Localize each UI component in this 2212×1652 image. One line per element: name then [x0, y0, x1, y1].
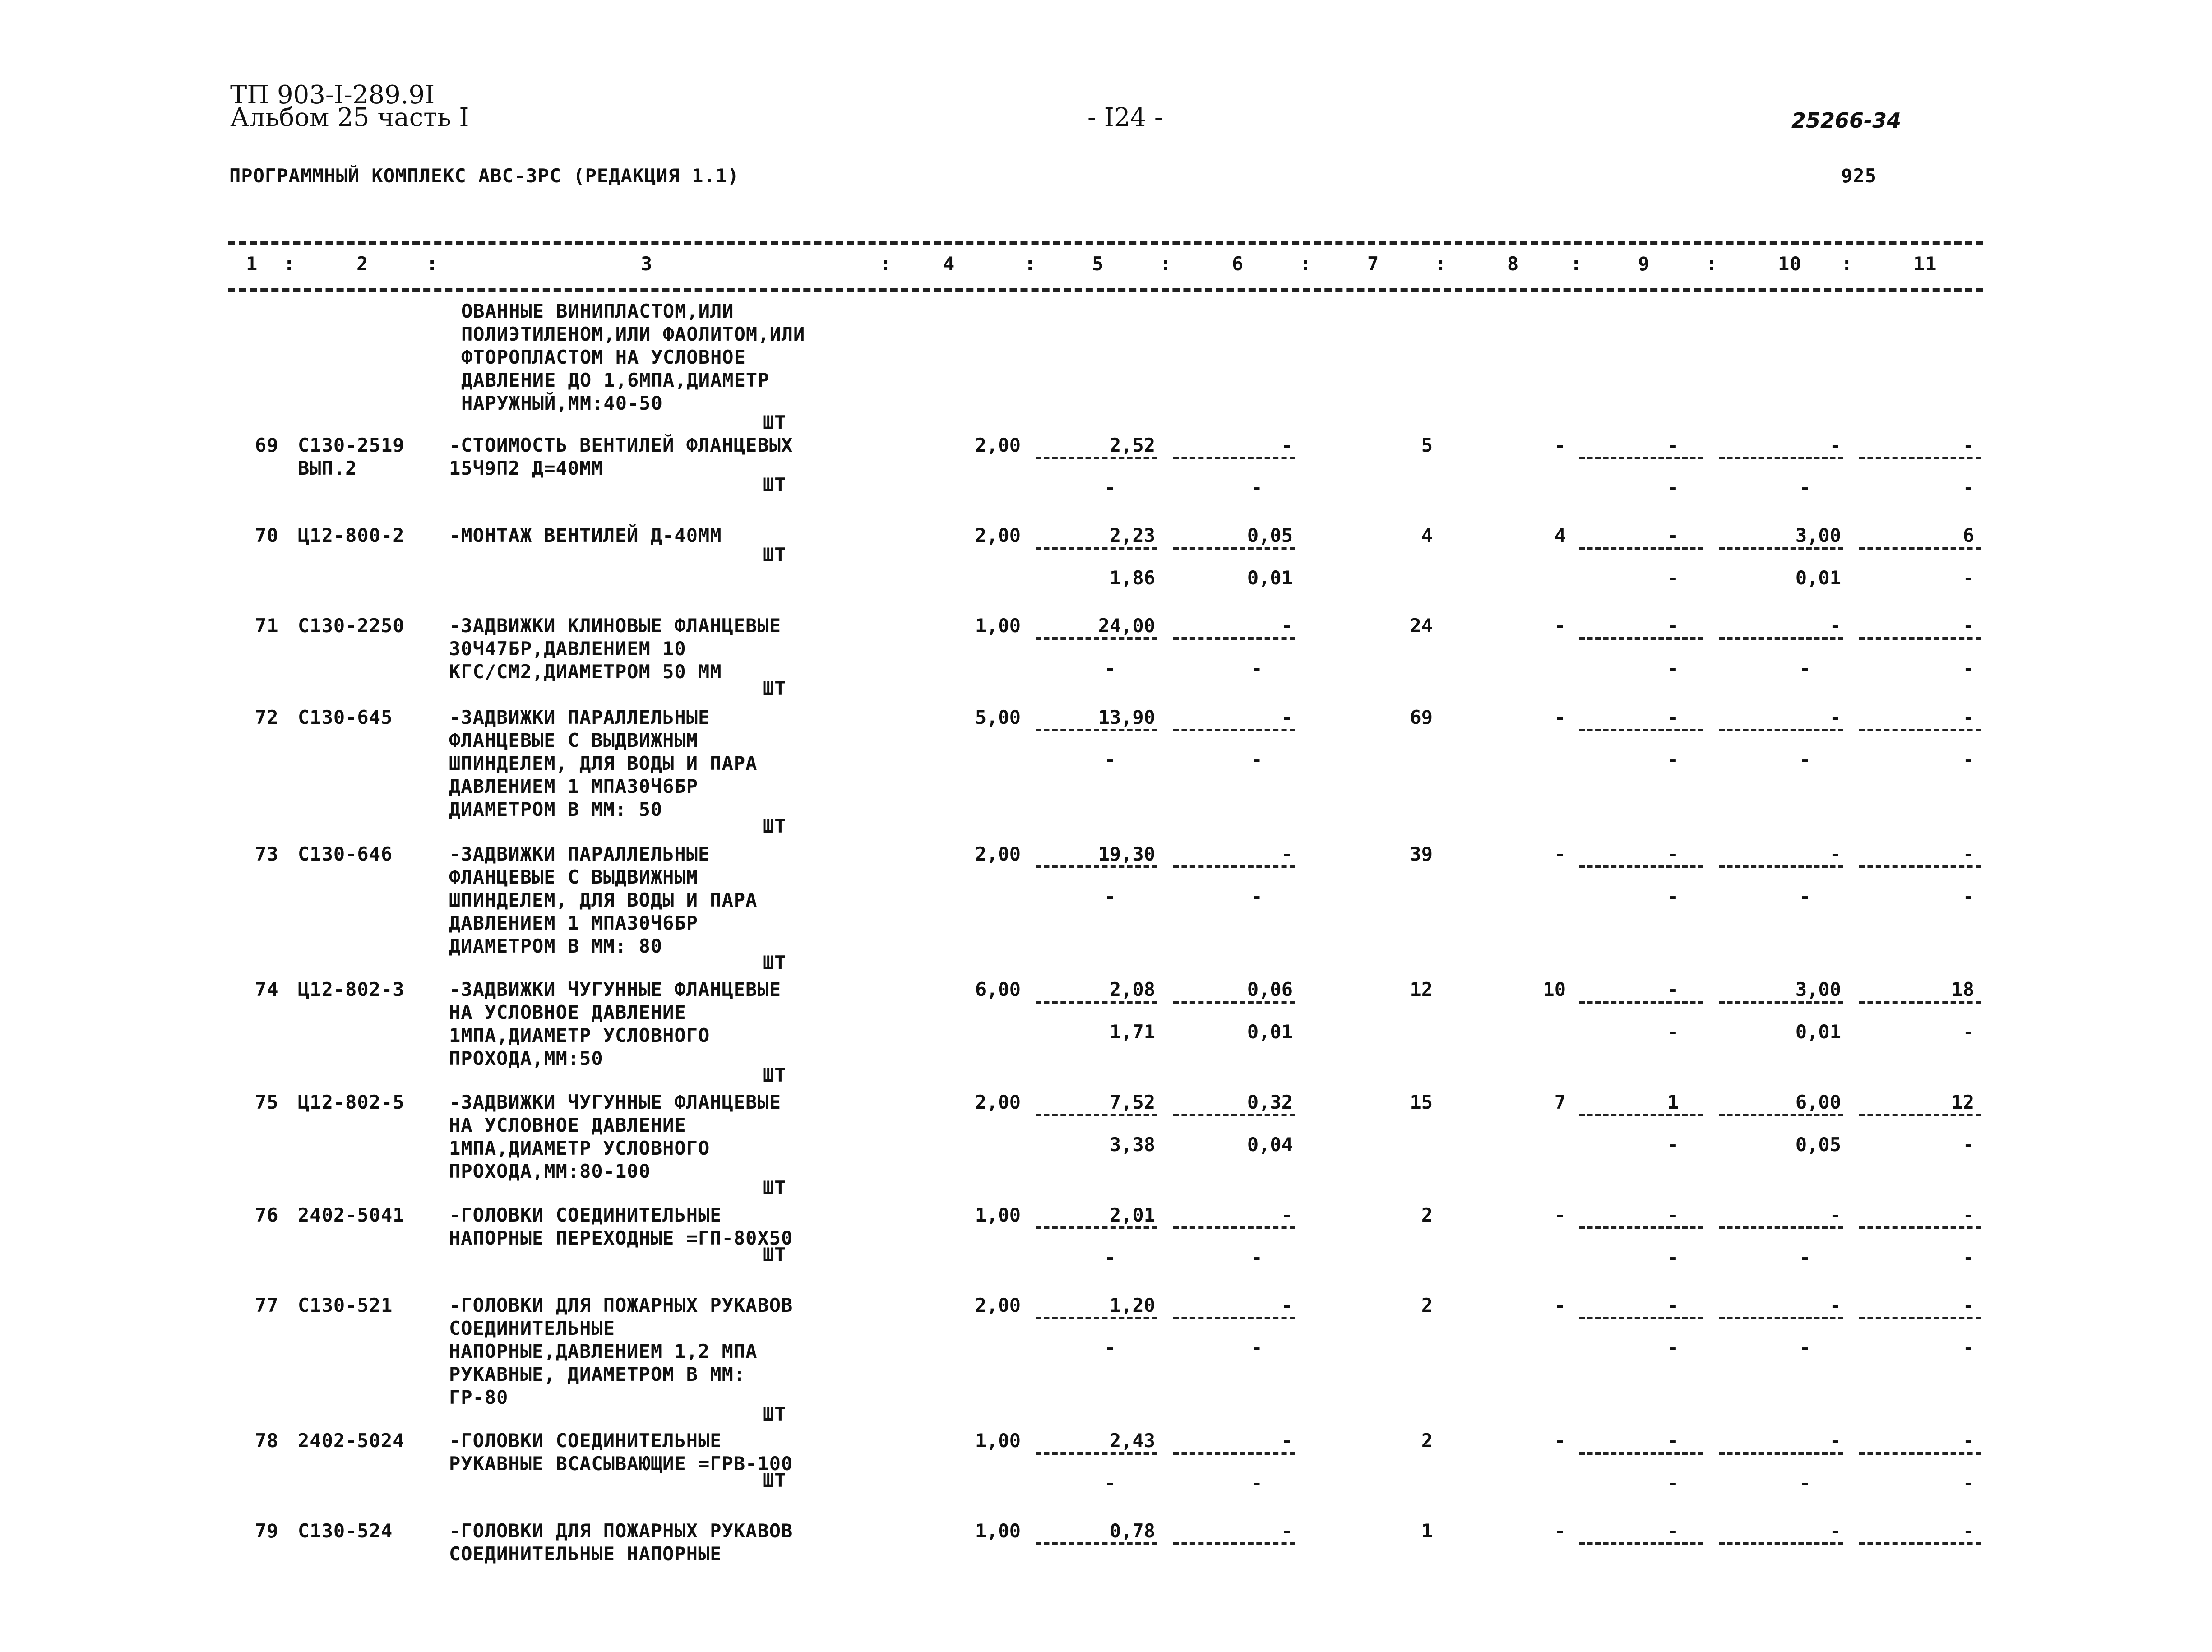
labor-value: 3,00	[1795, 524, 1841, 546]
item-description: ПРОХОДА,ММ:80-100	[449, 1160, 651, 1182]
wage-cost-value: -	[1281, 1430, 1293, 1452]
total-wage-value: -	[1554, 1294, 1566, 1316]
column-separator: :	[1024, 253, 1037, 275]
unit-cost-wage-value: -	[1104, 657, 1116, 679]
program-title: ПРОГРАММНЫЙ КОМПЛЕКС АВС-ЗРС (РЕДАКЦИЯ 1.1)	[229, 165, 740, 187]
labor-sub-value: 0,01	[1795, 1021, 1841, 1043]
machine-cost-value: -	[1667, 1294, 1679, 1316]
labor-value: -	[1829, 1294, 1841, 1316]
price-code: С130-524	[298, 1520, 393, 1542]
unit-label: ШТ	[763, 952, 787, 974]
row-number: 70	[255, 524, 279, 546]
machine-cost-value: -	[1667, 843, 1679, 865]
item-description: 15Ч9П2 Д=40ММ	[449, 457, 603, 479]
labor-total-value: 6	[1962, 524, 1974, 546]
item-description: -ЗАДВИЖКИ ЧУГУННЫЕ ФЛАНЦЕВЫЕ	[449, 1091, 782, 1113]
wage-cost-value: 0,06	[1247, 978, 1293, 1000]
column-separator: :	[880, 253, 892, 275]
unit-label: ШТ	[763, 815, 787, 837]
item-description: СОЕДИНИТЕЛЬНЫЕ НАПОРНЫЕ	[449, 1543, 722, 1565]
item-description: ДАВЛЕНИЕМ 1 МПА30Ч6БР	[449, 775, 699, 797]
item-description: РУКАВНЫЕ ВСАСЫВАЮЩИЕ =ГРВ-100	[449, 1453, 793, 1475]
cell-divider	[1579, 1114, 1703, 1116]
wage-cost-value: -	[1281, 843, 1293, 865]
item-description: 1МПА,ДИАМЕТР УСЛОВНОГО	[449, 1024, 710, 1046]
wage-sub-value: 0,01	[1247, 1021, 1293, 1043]
wage-sub-value: -	[1251, 657, 1263, 679]
cell-divider	[1173, 547, 1295, 550]
total-wage-value: -	[1554, 434, 1566, 456]
item-description: ПРОХОДА,ММ:50	[449, 1047, 603, 1069]
machine-sub-value: -	[1667, 567, 1679, 589]
machine-cost-value: -	[1667, 1430, 1679, 1452]
cell-divider	[1173, 729, 1295, 731]
labor-total-value: -	[1962, 615, 1974, 637]
total-cost-value: 2	[1421, 1204, 1433, 1226]
wage-cost-value: -	[1281, 1520, 1293, 1542]
row-number: 79	[255, 1520, 279, 1542]
machine-sub-value: -	[1667, 749, 1679, 771]
cell-divider	[1719, 865, 1843, 868]
intro-line: ПОЛИЭТИЛЕНОМ,ИЛИ ФАОЛИТОМ,ИЛИ	[461, 323, 805, 345]
wage-cost-value: -	[1281, 615, 1293, 637]
cell-divider	[1036, 865, 1157, 868]
labor-value: -	[1829, 1204, 1841, 1226]
machine-cost-value: -	[1667, 1204, 1679, 1226]
wage-cost-value: -	[1281, 1204, 1293, 1226]
cell-divider	[1036, 1226, 1157, 1229]
item-description: ФЛАНЦЕВЫЕ С ВЫДВИЖНЫМ	[449, 866, 699, 888]
wage-cost-value: -	[1281, 1294, 1293, 1316]
quantity-value: 6,00	[975, 978, 1021, 1000]
cell-divider	[1036, 1542, 1157, 1545]
labor-total-sub-value: -	[1962, 1021, 1974, 1043]
machine-cost-value: -	[1667, 1520, 1679, 1542]
quantity-value: 2,00	[975, 843, 1021, 865]
total-cost-value: 39	[1410, 843, 1433, 865]
cell-divider	[1173, 865, 1295, 868]
labor-value: -	[1829, 1520, 1841, 1542]
cell-divider	[1173, 1542, 1295, 1545]
item-description: 1МПА,ДИАМЕТР УСЛОВНОГО	[449, 1137, 710, 1159]
unit-label: ШТ	[763, 1244, 787, 1266]
unit-cost-value: 2,43	[1109, 1430, 1155, 1452]
cell-divider	[1859, 547, 1981, 550]
cell-divider	[1579, 1226, 1703, 1229]
cell-divider	[1173, 1226, 1295, 1229]
cell-divider	[1173, 1114, 1295, 1116]
labor-total-sub-value: -	[1962, 657, 1974, 679]
item-description: -ГОЛОВКИ ДЛЯ ПОЖАРНЫХ РУКАВОВ	[449, 1520, 793, 1542]
quantity-value: 2,00	[975, 1294, 1021, 1316]
row-number: 71	[255, 615, 279, 637]
labor-total-value: -	[1962, 1204, 1974, 1226]
labor-sub-value: 0,01	[1795, 567, 1841, 589]
labor-sub-value: 0,05	[1795, 1134, 1841, 1156]
wage-sub-value: 0,04	[1247, 1134, 1293, 1156]
item-description: ДИАМЕТРОМ В ММ: 50	[449, 798, 663, 820]
item-description: РУКАВНЫЕ, ДИАМЕТРОМ В ММ:	[449, 1363, 746, 1385]
item-description: НА УСЛОВНОЕ ДАВЛЕНИЕ	[449, 1001, 686, 1023]
cell-divider	[1173, 1001, 1295, 1004]
item-description: ДАВЛЕНИЕМ 1 МПА30Ч6БР	[449, 912, 699, 934]
cell-divider	[1859, 1542, 1981, 1545]
total-cost-value: 4	[1421, 524, 1433, 546]
labor-value: -	[1829, 843, 1841, 865]
total-wage-value: -	[1554, 706, 1566, 728]
cell-divider	[1719, 1317, 1843, 1319]
unit-cost-wage-value: 3,38	[1109, 1134, 1155, 1156]
intro-line: НАРУЖНЫЙ,ММ:40-50	[461, 392, 663, 414]
column-header-4: 4	[943, 253, 955, 275]
quantity-value: 2,00	[975, 1091, 1021, 1113]
quantity-value: 1,00	[975, 1520, 1021, 1542]
unit-cost-wage-value: -	[1104, 1246, 1116, 1268]
row-number: 75	[255, 1091, 279, 1113]
cell-divider	[1579, 1542, 1703, 1545]
labor-value: 6,00	[1795, 1091, 1841, 1113]
item-description: СОЕДИНИТЕЛЬНЫЕ	[449, 1317, 615, 1339]
item-description: ГР-80	[449, 1386, 509, 1408]
wage-sub-value: -	[1251, 1246, 1263, 1268]
album-label: Альбом 25 часть I	[230, 103, 469, 132]
labor-total-value: -	[1962, 1430, 1974, 1452]
wage-sub-value: -	[1251, 477, 1263, 499]
quantity-value: 1,00	[975, 615, 1021, 637]
total-cost-value: 2	[1421, 1430, 1433, 1452]
cell-divider	[1719, 729, 1843, 731]
item-description: -ЗАДВИЖКИ ПАРАЛЛЕЛЬНЫЕ	[449, 843, 710, 865]
labor-total-sub-value: -	[1962, 477, 1974, 499]
quantity-value: 5,00	[975, 706, 1021, 728]
price-code: С130-2250	[298, 615, 405, 637]
unit-label: ШТ	[763, 474, 787, 496]
item-description: НА УСЛОВНОЕ ДАВЛЕНИЕ	[449, 1114, 686, 1136]
cell-divider	[1173, 637, 1295, 640]
price-code: Ц12-802-5	[298, 1091, 405, 1113]
labor-value: -	[1829, 706, 1841, 728]
cell-divider	[1719, 1226, 1843, 1229]
unit-cost-value: 2,01	[1109, 1204, 1155, 1226]
cell-divider	[1719, 457, 1843, 459]
wage-sub-value: -	[1251, 1472, 1263, 1494]
item-description: КГС/СМ2,ДИАМЕТРОМ 50 ММ	[449, 661, 722, 683]
total-cost-value: 12	[1410, 978, 1433, 1000]
labor-sub-value: -	[1799, 477, 1811, 499]
cell-divider	[1859, 865, 1981, 868]
cell-divider	[1036, 729, 1157, 731]
total-cost-value: 24	[1410, 615, 1433, 637]
unit-cost-wage-value: -	[1104, 885, 1116, 907]
cell-divider	[1036, 457, 1157, 459]
unit-label: ШТ	[763, 544, 787, 566]
labor-total-sub-value: -	[1962, 749, 1974, 771]
machine-sub-value: -	[1667, 657, 1679, 679]
price-code: 2402-5024	[298, 1430, 405, 1452]
column-header-1: 1	[246, 253, 258, 275]
unit-cost-value: 2,08	[1109, 978, 1155, 1000]
wage-cost-value: 0,05	[1247, 524, 1293, 546]
cell-divider	[1719, 1001, 1843, 1004]
wage-sub-value: -	[1251, 749, 1263, 771]
labor-total-sub-value: -	[1962, 1134, 1974, 1156]
cell-divider	[1173, 457, 1295, 459]
price-code: Ц12-802-3	[298, 978, 405, 1000]
cell-divider	[1173, 1317, 1295, 1319]
total-wage-value: -	[1554, 615, 1566, 637]
wage-cost-value: 0,32	[1247, 1091, 1293, 1113]
wage-sub-value: -	[1251, 1337, 1263, 1359]
column-header-7: 7	[1367, 253, 1379, 275]
total-wage-value: 7	[1554, 1091, 1566, 1113]
machine-sub-value: -	[1667, 1021, 1679, 1043]
item-description: НАПОРНЫЕ ПЕРЕХОДНЫЕ =ГП-80Х50	[449, 1227, 793, 1249]
column-header-3: 3	[641, 253, 653, 275]
quantity-value: 2,00	[975, 524, 1021, 546]
cell-divider	[1036, 1001, 1157, 1004]
unit-cost-value: 7,52	[1109, 1091, 1155, 1113]
machine-cost-value: 1	[1667, 1091, 1679, 1113]
cell-divider	[1579, 637, 1703, 640]
price-code: С130-646	[298, 843, 393, 865]
cell-divider	[1036, 637, 1157, 640]
archive-stamp: 25266-34	[1791, 108, 1902, 133]
total-cost-value: 2	[1421, 1294, 1433, 1316]
column-separator: :	[1706, 253, 1718, 275]
row-number: 73	[255, 843, 279, 865]
unit-label: ШТ	[763, 1064, 787, 1086]
labor-total-value: -	[1962, 434, 1974, 456]
column-separator: :	[1300, 253, 1312, 275]
column-header-10: 10	[1778, 253, 1802, 275]
cell-divider	[1859, 1226, 1981, 1229]
item-description: -ГОЛОВКИ СОЕДИНИТЕЛЬНЫЕ	[449, 1204, 722, 1226]
column-header-6: 6	[1232, 253, 1244, 275]
cell-divider	[1719, 1452, 1843, 1455]
cell-divider	[1036, 547, 1157, 550]
document-code: ТП 903-I-289.9I	[230, 80, 435, 110]
machine-cost-value: -	[1667, 524, 1679, 546]
item-description: ФЛАНЦЕВЫЕ С ВЫДВИЖНЫМ	[449, 729, 699, 751]
labor-sub-value: -	[1799, 1246, 1811, 1268]
cell-divider	[1579, 1452, 1703, 1455]
machine-sub-value: -	[1667, 1246, 1679, 1268]
total-wage-value: -	[1554, 1430, 1566, 1452]
cell-divider	[1859, 457, 1981, 459]
quantity-value: 2,00	[975, 434, 1021, 456]
item-description: -ГОЛОВКИ СОЕДИНИТЕЛЬНЫЕ	[449, 1430, 722, 1452]
cell-divider	[1173, 1452, 1295, 1455]
cell-divider	[1859, 729, 1981, 731]
row-number: 74	[255, 978, 279, 1000]
labor-total-value: -	[1962, 1520, 1974, 1542]
labor-total-sub-value: -	[1962, 885, 1974, 907]
labor-total-value: -	[1962, 1294, 1974, 1316]
price-code-issue: ВЫП.2	[298, 457, 357, 479]
column-header-8: 8	[1507, 253, 1519, 275]
unit-label: ШТ	[763, 1177, 787, 1199]
cell-divider	[1036, 1452, 1157, 1455]
cell-divider	[1719, 1114, 1843, 1116]
labor-value: 3,00	[1795, 978, 1841, 1000]
unit-cost-wage-value: -	[1104, 1337, 1116, 1359]
total-wage-value: -	[1554, 1204, 1566, 1226]
labor-sub-value: -	[1799, 749, 1811, 771]
labor-total-sub-value: -	[1962, 1337, 1974, 1359]
total-cost-value: 15	[1410, 1091, 1433, 1113]
labor-sub-value: -	[1799, 1472, 1811, 1494]
unit-cost-value: 24,00	[1098, 615, 1155, 637]
machine-sub-value: -	[1667, 885, 1679, 907]
cell-divider	[1859, 1317, 1981, 1319]
unit-cost-wage-value: -	[1104, 1472, 1116, 1494]
cell-divider	[1579, 865, 1703, 868]
cell-divider	[1579, 1317, 1703, 1319]
cell-divider	[1859, 1114, 1981, 1116]
price-code: С130-645	[298, 706, 393, 728]
unit-cost-wage-value: 1,86	[1109, 567, 1155, 589]
cell-divider	[1036, 1317, 1157, 1319]
cell-divider	[1719, 547, 1843, 550]
item-description: НАПОРНЫЕ,ДАВЛЕНИЕМ 1,2 МПА	[449, 1340, 758, 1362]
machine-cost-value: -	[1667, 978, 1679, 1000]
machine-sub-value: -	[1667, 1337, 1679, 1359]
item-description: -ЗАДВИЖКИ КЛИНОВЫЕ ФЛАНЦЕВЫЕ	[449, 615, 782, 637]
price-code: 2402-5041	[298, 1204, 405, 1226]
labor-sub-value: -	[1799, 1337, 1811, 1359]
cell-divider	[1859, 1001, 1981, 1004]
table-top-rule	[228, 241, 1983, 245]
column-separator: :	[426, 253, 439, 275]
column-header-5: 5	[1092, 253, 1104, 275]
intro-line: ФТОРОПЛАСТОМ НА УСЛОВНОЕ	[461, 346, 746, 368]
labor-sub-value: -	[1799, 885, 1811, 907]
unit-cost-wage-value: 1,71	[1109, 1021, 1155, 1043]
column-separator: :	[1160, 253, 1172, 275]
column-header-11: 11	[1913, 253, 1937, 275]
total-cost-value: 5	[1421, 434, 1433, 456]
total-cost-value: 69	[1410, 706, 1433, 728]
row-number: 69	[255, 434, 279, 456]
machine-sub-value: -	[1667, 1472, 1679, 1494]
machine-cost-value: -	[1667, 434, 1679, 456]
column-header-9: 9	[1638, 253, 1650, 275]
labor-total-value: 18	[1951, 978, 1974, 1000]
price-code: С130-521	[298, 1294, 393, 1316]
item-description: ШПИНДЕЛЕМ, ДЛЯ ВОДЫ И ПАРА	[449, 752, 758, 774]
labor-total-value: 12	[1951, 1091, 1974, 1113]
cell-divider	[1036, 1114, 1157, 1116]
intro-line: ДАВЛЕНИЕ ДО 1,6МПА,ДИАМЕТР	[461, 369, 770, 391]
wage-sub-value: -	[1251, 885, 1263, 907]
quantity-value: 1,00	[975, 1430, 1021, 1452]
labor-total-value: -	[1962, 843, 1974, 865]
wage-cost-value: -	[1281, 434, 1293, 456]
unit-cost-value: 13,90	[1098, 706, 1155, 728]
intro-line: ОВАННЫЕ ВИНИПЛАСТОМ,ИЛИ	[461, 300, 734, 322]
labor-value: -	[1829, 615, 1841, 637]
labor-total-sub-value: -	[1962, 1246, 1974, 1268]
item-description: -МОНТАЖ ВЕНТИЛЕЙ Д-40ММ	[449, 524, 722, 546]
total-wage-value: 10	[1543, 978, 1566, 1000]
cell-divider	[1579, 729, 1703, 731]
labor-value: -	[1829, 434, 1841, 456]
total-cost-value: 1	[1421, 1520, 1433, 1542]
unit-label: ШТ	[763, 1403, 787, 1425]
machine-cost-value: -	[1667, 706, 1679, 728]
unit-cost-value: 19,30	[1098, 843, 1155, 865]
wage-cost-value: -	[1281, 706, 1293, 728]
sheet-number: 925	[1841, 165, 1877, 187]
column-separator: :	[1435, 253, 1447, 275]
total-wage-value: 4	[1554, 524, 1566, 546]
item-description: ДИАМЕТРОМ В ММ: 80	[449, 935, 663, 957]
price-code: С130-2519	[298, 434, 405, 456]
table-header-rule	[228, 288, 1983, 292]
column-header-2: 2	[356, 253, 369, 275]
machine-sub-value: -	[1667, 477, 1679, 499]
total-wage-value: -	[1554, 1520, 1566, 1542]
item-description: 30Ч47БР,ДАВЛЕНИЕМ 10	[449, 638, 686, 660]
unit-cost-wage-value: -	[1104, 477, 1116, 499]
row-number: 77	[255, 1294, 279, 1316]
column-separator: :	[1570, 253, 1583, 275]
cell-divider	[1579, 1001, 1703, 1004]
row-number: 76	[255, 1204, 279, 1226]
cell-divider	[1859, 637, 1981, 640]
row-number: 72	[255, 706, 279, 728]
item-description: -ЗАДВИЖКИ ПАРАЛЛЕЛЬНЫЕ	[449, 706, 710, 728]
labor-sub-value: -	[1799, 657, 1811, 679]
cell-divider	[1719, 1542, 1843, 1545]
machine-cost-value: -	[1667, 615, 1679, 637]
unit-cost-wage-value: -	[1104, 749, 1116, 771]
price-code: Ц12-800-2	[298, 524, 405, 546]
column-separator: :	[1841, 253, 1853, 275]
column-separator: :	[283, 253, 296, 275]
labor-total-sub-value: -	[1962, 567, 1974, 589]
item-description: ШПИНДЕЛЕМ, ДЛЯ ВОДЫ И ПАРА	[449, 889, 758, 911]
cell-divider	[1579, 457, 1703, 459]
item-description: -ЗАДВИЖКИ ЧУГУННЫЕ ФЛАНЦЕВЫЕ	[449, 978, 782, 1000]
unit-label: ШТ	[763, 412, 787, 434]
unit-cost-value: 2,52	[1109, 434, 1155, 456]
labor-value: -	[1829, 1430, 1841, 1452]
total-wage-value: -	[1554, 843, 1566, 865]
cell-divider	[1719, 637, 1843, 640]
cell-divider	[1579, 547, 1703, 550]
unit-cost-value: 0,78	[1109, 1520, 1155, 1542]
quantity-value: 1,00	[975, 1204, 1021, 1226]
unit-label: ШТ	[763, 1469, 787, 1491]
item-description: -ГОЛОВКИ ДЛЯ ПОЖАРНЫХ РУКАВОВ	[449, 1294, 793, 1316]
page-number: - I24 -	[1087, 103, 1163, 132]
unit-cost-value: 1,20	[1109, 1294, 1155, 1316]
labor-total-value: -	[1962, 706, 1974, 728]
labor-total-sub-value: -	[1962, 1472, 1974, 1494]
cell-divider	[1859, 1452, 1981, 1455]
machine-sub-value: -	[1667, 1134, 1679, 1156]
row-number: 78	[255, 1430, 279, 1452]
item-description: -СТОИМОСТЬ ВЕНТИЛЕЙ ФЛАНЦЕВЫХ	[449, 434, 793, 456]
unit-cost-value: 2,23	[1109, 524, 1155, 546]
unit-label: ШТ	[763, 677, 787, 699]
wage-sub-value: 0,01	[1247, 567, 1293, 589]
